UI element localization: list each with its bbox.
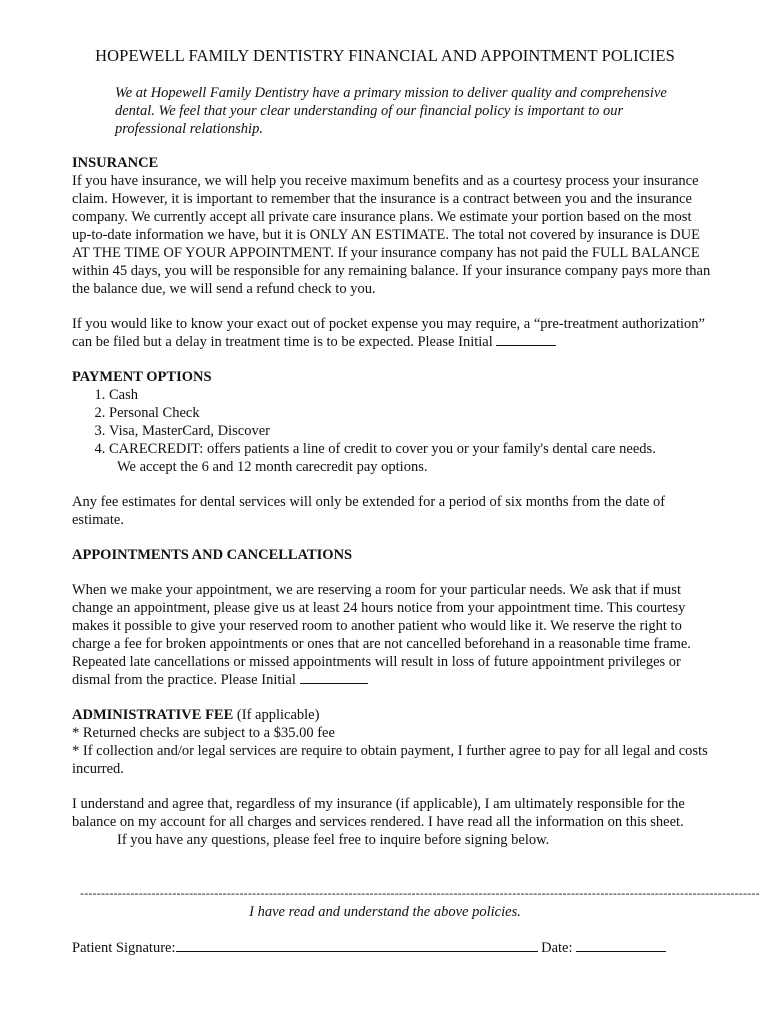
payment-option: 1. Cash xyxy=(109,386,712,404)
signature-row xyxy=(72,939,692,957)
appointments-text: When we make your appointment, we are reserving a room for your particular needs. We ask that if must change an appointment, please give us at least 24 hours notice from your appointment time. This courtesy makes it possible to give your reserved room to another patient who would like it. We reserve the right to charge a fee for broken appointments or ones that are not cancelled beforehand in a reasonable time frame. Repeated late cancellations or missed appointments will result in loss of future appointment privileges or dismal from the practice. Please Initial xyxy=(72,582,691,688)
insurance-heading: INSURANCE xyxy=(72,155,159,171)
admin-item-collection: * If collection and/or legal services are require to obtain payment, I further agree to pay for all legal and costs incurred. xyxy=(72,743,708,777)
payment-option: 2. Personal Check xyxy=(109,404,712,422)
payment-option: 3. Visa, MasterCard, Discover xyxy=(109,422,712,440)
pretreatment-paragraph xyxy=(72,315,712,351)
document-title: HOPEWELL FAMILY DENTISTRY FINANCIAL AND APPOINTMENT POLICIES xyxy=(95,46,675,65)
pretreatment-text: If you would like to know your exact out of pocket expense you may require, a “pre-treatment authorization” can be filed but a delay in treatment time is to be expected. Please Initial xyxy=(72,316,705,350)
carecredit-note: We accept the 6 and 12 month carecredit pay options. xyxy=(117,459,428,475)
insurance-paragraph: If you have insurance, we will help you receive maximum benefits and as a courtesy process your insurance claim. However, it is important to remember that the insurance is a contract between you and the insurance company. We currently accept all private care insurance plans. We estimate your portion based on the most up-to-date information we have, but it is ONLY AN ESTIMATE. The total not covered by insurance is DUE AT THE TIME OF YOUR APPOINTMENT. If your insurance company has not paid the FULL BALANCE within 45 days, you will be responsible for any remaining balance. If your insurance company pays more than the balance due, we will send a refund check to you. xyxy=(72,173,711,297)
intro-statement: We at Hopewell Family Dentistry have a primary mission to deliver quality and comprehensive dental. We feel that your clear understanding of our financial policy is important to our professional relationship. xyxy=(115,85,667,137)
questions-note: If you have any questions, please feel free to inquire before signing below. xyxy=(117,832,550,848)
admin-heading: ADMINISTRATIVE FEE xyxy=(72,707,234,723)
admin-heading-suffix: (If applicable) xyxy=(233,707,320,723)
payment-heading: PAYMENT OPTIONS xyxy=(72,369,212,385)
payment-options-list xyxy=(72,386,712,458)
appointments-heading: APPOINTMENTS AND CANCELLATIONS xyxy=(72,547,353,563)
initial-field-insurance[interactable] xyxy=(496,333,556,346)
appointments-paragraph xyxy=(72,581,712,689)
dashed-divider: ------------------------------------------------------------------------------------------------------------------------------------------------------------------ xyxy=(80,886,760,900)
patient-signature-field[interactable] xyxy=(176,939,538,952)
acknowledgement-text: I have read and understand the above policies. xyxy=(249,904,521,920)
admin-item-returned-checks: * Returned checks are subject to a $35.00 fee xyxy=(72,725,335,741)
admin-fee-title xyxy=(72,706,712,724)
estimate-note: Any fee estimates for dental services will only be extended for a period of six months from the date of estimate. xyxy=(72,494,666,528)
date-label: Date: xyxy=(541,940,573,956)
initial-field-appointments[interactable] xyxy=(300,671,368,684)
policy-body xyxy=(72,154,712,849)
agreement-paragraph: I understand and agree that, regardless of my insurance (if applicable), I am ultimately responsible for the balance on my account for all charges and services rendered. I have read all the information on this sheet. xyxy=(72,796,685,830)
patient-signature-label: Patient Signature: xyxy=(72,940,176,956)
payment-option: 4. CARECREDIT: offers patients a line of credit to cover you or your family's dental care needs. xyxy=(109,440,712,458)
date-field[interactable] xyxy=(576,939,666,952)
